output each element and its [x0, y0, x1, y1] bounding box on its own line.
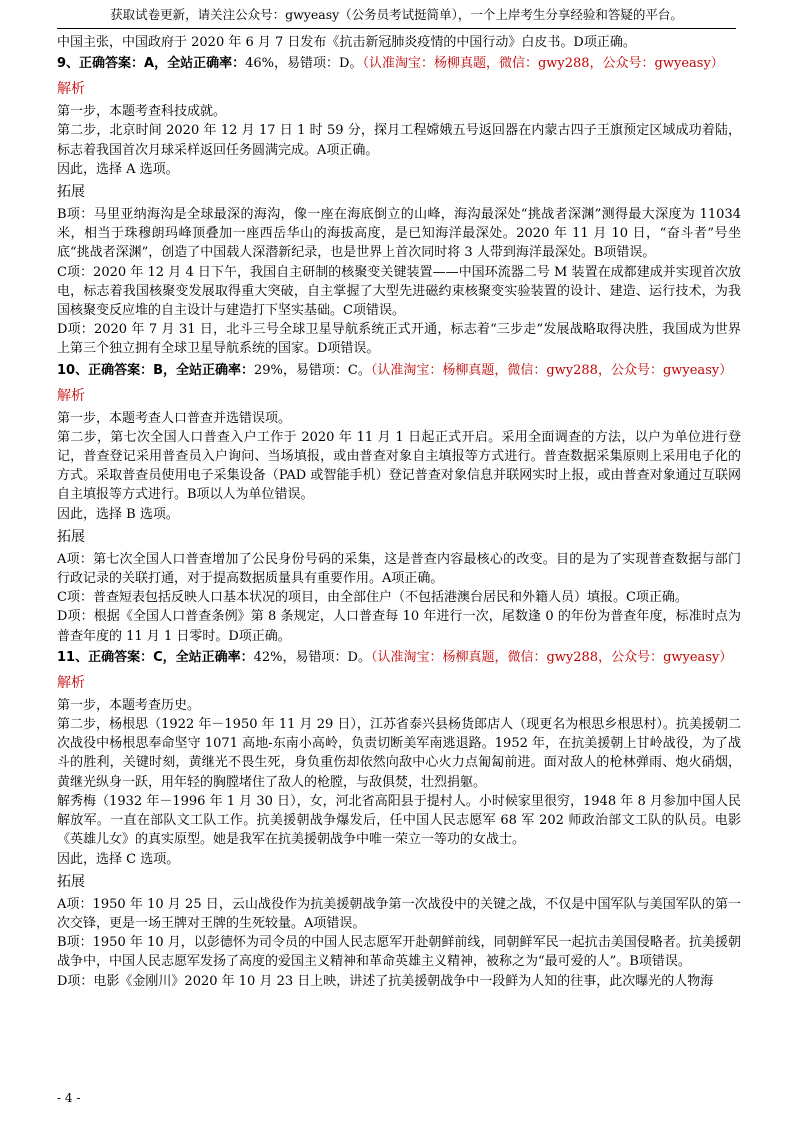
analysis-paragraph: 第二步，杨根思（1922 年－1950 年 11 月 29 日），江苏省泰兴县杨货郎店人（现更名为根思乡根思村）。抗美援朝二次战役中杨根思奉命坚守 1071 高地-东南小高岭，负责切断美军南逃退路。1952 年，在抗美援朝上甘岭战役，为了战斗的胜利，关键时刻，黄继光不畏生死，身负重伤却依然向敌中心火力点匍匐前进。面对敌人的枪林弹雨、炮火硝烟，黄继光纵身一跃，用年轻的胸膛堵住了敌人的枪膛，与敌俱焚，壮烈捐躯。	[57, 717, 741, 790]
question-11	[57, 646, 741, 991]
analysis-paragraph: 第一步，本题考查人口普查并选错误项。	[57, 410, 292, 426]
answer-line	[57, 646, 741, 670]
analysis-paragraph: 第一步，本题考查科技成就。	[57, 104, 227, 120]
analysis-paragraph: 因此，选择 C 选项。	[57, 851, 180, 867]
analysis-paragraph: 第二步，北京时间 2020 年 12 月 17 日 1 时 59 分，探月工程嫦娥五号返回器在内蒙古四子王旗预定区域成功着陆，标志着我国首次月球采样返回任务圆满完成。A项正确。	[57, 123, 741, 158]
analysis-label: 解析	[57, 674, 85, 691]
expand-paragraph: B项：1950 年 10 月，以彭德怀为司令员的中国人民志愿军开赴朝鲜前线，同朝鲜军民一起抗击美国侵略者。抗美援朝战争中，中国人民志愿军发扬了高度的爱国主义精神和革命英雄主义精神，被称之为“最可爱的人”。B项错误。	[57, 935, 741, 970]
question-9	[57, 52, 741, 358]
expand-label: 拓展	[57, 528, 85, 545]
intro-line: 中国主张，中国政府于 2020 年 6 月 7 日发布《抗击新冠肺炎疫情的中国行动》白皮书。D项正确。	[57, 35, 636, 50]
expand-label: 拓展	[57, 873, 85, 890]
answer-rate: 42%，易错项：D。	[253, 649, 371, 665]
document-body	[57, 33, 741, 991]
page-header: 获取试卷更新，请关注公众号：gwyeasy（公务员考试挺简单），一个上岸考生分享经验和答疑的平台。	[57, 0, 736, 29]
expand-paragraph: D项：根据《全国人口普查条例》第 8 条规定，人口普查每 10 年进行一次，尾数逢 0 的年份为普查年度，标准时点为普查年度的 11 月 1 日零时。D项正确。	[57, 609, 741, 644]
expand-paragraph: D项：2020 年 7 月 31 日，北斗三号全球卫星导航系统正式开通，标志着“三步走”发展战略取得决胜，我国成为世界上第三个独立拥有全球卫星导航系统的国家。D项错误。	[57, 322, 741, 357]
answer-heading: 11、正确答案：C，全站正确率：	[57, 649, 254, 665]
expand-paragraph: B项：马里亚纳海沟是全球最深的海沟，像一座在海底倒立的山峰，海沟最深处“挑战者深渊”测得最大深度为 11034 米，相当于珠穆朗玛峰顶叠加一座西岳华山的海拔高度，是已知海洋最深处。2020 年 11 月 10 日，“奋斗者”号坐底“挑战者深渊”，创造了中国载人深潜新纪录，也是世界上首次同时将 3 人带到海洋最深处。B项错误。	[57, 207, 741, 261]
answer-rate: 29%，易错项：C。	[254, 362, 371, 378]
expand-paragraph: A项：第七次全国人口普查增加了公民身份号码的采集，这是普查内容最核心的改变。目的是为了实现普查数据与部门行政记录的关联打通，对于提高数据质量具有重要作用。A项正确。	[57, 551, 741, 587]
answer-line	[57, 52, 741, 76]
expand-paragraph: D项：电影《金刚川》2020 年 10 月 23 日上映，讲述了抗美援朝战争中一段鲜为人知的往事，此次曝光的人物海	[57, 973, 714, 989]
promo-text: （认准淘宝：杨柳真题，微信：gwy288，公众号：gwyeasy）	[362, 56, 724, 72]
analysis-paragraph: 因此，选择 A 选项。	[57, 161, 179, 177]
analysis-paragraph: 第二步，第七次全国人口普查入户工作于 2020 年 11 月 1 日起正式开启。采用全面调查的方法，以户为单位进行登记，普查登记采用普查员入户询问、当场填报，或由普查对象自主填报等方式进行。普查数据采集原则上采用电子化的方式。采取普查员使用电子采集设备（PAD 或智能手机）登记普查对象信息并联网实时上报，或由普查对象通过互联网自主填报等方式进行。B项以人为单位错误。	[57, 429, 741, 503]
promo-text: （认准淘宝：杨柳真题，微信：gwy288，公众号：gwyeasy）	[370, 362, 733, 378]
question-10	[57, 359, 741, 646]
expand-paragraph: A项：1950 年 10 月 25 日，云山战役作为抗美援朝战争第一次战役中的关键之战，不仅是中国军队与美国军队的第一次交锋，更是一场王牌对王牌的生死较量。A项错误。	[57, 896, 741, 931]
analysis-label: 解析	[57, 387, 85, 404]
analysis-paragraph: 第一步，本题考查历史。	[57, 697, 201, 713]
expand-label: 拓展	[57, 184, 85, 201]
promo-text: （认准淘宝：杨柳真题，微信：gwy288，公众号：gwyeasy）	[370, 649, 733, 665]
analysis-label: 解析	[57, 81, 85, 98]
answer-heading: 9、正确答案：A，全站正确率：	[57, 56, 246, 72]
expand-paragraph: C项：普查短表包括反映人口基本状况的项目，由全部住户（不包括港澳台居民和外籍人员）填报。C项正确。	[57, 590, 688, 606]
page-number: - 4 -	[57, 1091, 81, 1105]
answer-rate: 46%，易错项：D。	[245, 56, 363, 72]
analysis-paragraph: 解秀梅（1932 年－1996 年 1 月 30 日），女，河北省高阳县于提村人。小时候家里很穷，1948 年 8 月参加中国人民解放军。一直在部队文工队工作。抗美援朝战争爆发后，任中国人民志愿军 68 军 202 师政治部文工队的队员。电影《英雄儿女》的真实原型。她是我军在抗美援朝战争中唯一荣立一等功的女战士。	[57, 793, 741, 848]
answer-line	[57, 359, 741, 383]
expand-paragraph: C项：2020 年 12 月 4 日下午，我国自主研制的核聚变关键装置——中国环流器二号 M 装置在成都建成并实现首次放电，标志着我国核聚变发展取得重大突破，自主掌握了大型先进磁约束核聚变实验装置的设计、建造、运行技术，为我国核聚变反应堆的自主设计与建造打下坚实基础。C项错误。	[57, 264, 741, 319]
analysis-paragraph: 因此，选择 B 选项。	[57, 506, 179, 522]
answer-heading: 10、正确答案：B，全站正确率：	[57, 362, 254, 378]
